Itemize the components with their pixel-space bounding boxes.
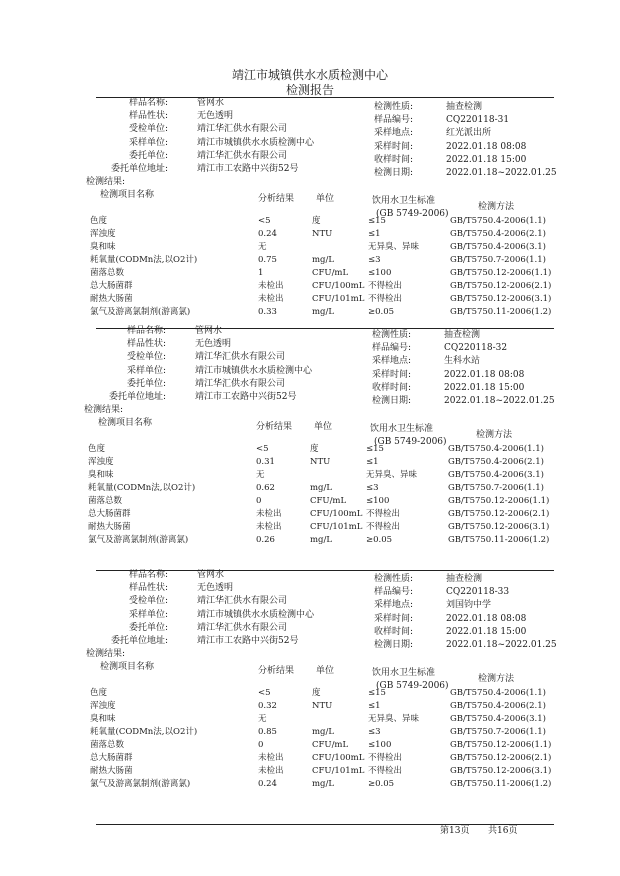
cell-item-name: 菌落总数 bbox=[88, 496, 123, 506]
cell-unit: 度 bbox=[312, 688, 321, 698]
table-row bbox=[0, 753, 620, 765]
col-header-unit: 单位 bbox=[316, 666, 335, 676]
cell-method: GB/T5750.4-2006(3.1) bbox=[450, 714, 546, 724]
cell-unit: CFU/mL bbox=[312, 740, 349, 750]
field-label-entrusted: 受检单位: bbox=[128, 596, 168, 607]
field-label-test-date: 检测日期: bbox=[374, 640, 414, 650]
col-header-standard: 饮用水卫生标准 bbox=[372, 196, 436, 206]
field-value-sampling-site: 红光派出所 bbox=[446, 128, 492, 139]
col-header-standard-code: (GB 5749-2006) bbox=[376, 681, 449, 691]
field-value-receive-time: 2022.01.18 15:00 bbox=[446, 154, 527, 165]
col-header-item: 检测项目名称 bbox=[100, 662, 155, 672]
table-row bbox=[0, 229, 620, 241]
cell-item-name: 浑浊度 bbox=[90, 701, 116, 711]
field-value-sampling-time: 2022.01.18 08:08 bbox=[446, 613, 527, 624]
col-header-standard-code: (GB 5749-2006) bbox=[374, 437, 447, 447]
field-label-client: 委托单位: bbox=[128, 622, 168, 633]
cell-method: GB/T5750.11-2006(1.2) bbox=[450, 307, 552, 317]
field-label-test-date: 检测日期: bbox=[374, 168, 414, 178]
cell-result: 0.31 bbox=[256, 457, 275, 467]
field-label-receive-time: 收样时间: bbox=[374, 626, 414, 637]
cell-method: GB/T5750.12-2006(3.1) bbox=[448, 522, 550, 532]
cell-unit: NTU bbox=[312, 701, 333, 711]
cell-item-name: 色度 bbox=[90, 688, 108, 698]
field-value-test-type: 抽查检测 bbox=[444, 330, 481, 340]
cell-result: 0.32 bbox=[258, 701, 277, 711]
cell-result: <5 bbox=[258, 216, 271, 226]
cell-result: 未检出 bbox=[258, 766, 284, 776]
cell-standard: ≤3 bbox=[368, 255, 381, 265]
cell-result: 1 bbox=[258, 268, 264, 278]
cell-method: GB/T5750.7-2006(1.1) bbox=[448, 483, 544, 493]
field-value-test-date: 2022.01.18~2022.01.25 bbox=[446, 640, 557, 650]
cell-standard: 不得检出 bbox=[366, 522, 401, 532]
table-row bbox=[0, 701, 620, 713]
cell-method: GB/T5750.12-2006(2.1) bbox=[448, 509, 550, 519]
field-label-result: 检测结果: bbox=[86, 649, 126, 660]
table-row bbox=[0, 281, 620, 293]
field-label-sample-no: 样品编号: bbox=[374, 115, 414, 126]
col-header-standard: 饮用水卫生标准 bbox=[370, 424, 434, 434]
field-value-sample-prop: 无色透明 bbox=[197, 583, 234, 594]
cell-method: GB/T5750.7-2006(1.1) bbox=[450, 255, 546, 265]
field-value-entrusted: 靖江华汇供水有限公司 bbox=[197, 596, 288, 607]
cell-standard: ≤100 bbox=[368, 268, 392, 278]
col-header-method: 检测方法 bbox=[476, 430, 513, 440]
cell-method: GB/T5750.4-2006(3.1) bbox=[450, 242, 546, 252]
col-header-method: 检测方法 bbox=[478, 202, 515, 212]
cell-standard: ≥0.05 bbox=[366, 535, 393, 545]
section-divider bbox=[96, 328, 554, 329]
cell-method: GB/T5750.4-2006(1.1) bbox=[448, 444, 544, 454]
cell-result: 无 bbox=[258, 714, 267, 724]
table-row bbox=[0, 294, 620, 306]
field-label-client-addr: 委托单位地址: bbox=[110, 164, 168, 174]
cell-item-name: 臭和味 bbox=[90, 714, 116, 724]
field-label-client-addr: 委托单位地址: bbox=[110, 636, 168, 646]
table-row bbox=[0, 444, 620, 456]
field-value-sampling-unit: 靖江市城镇供水水质检测中心 bbox=[197, 137, 315, 148]
table-row bbox=[0, 740, 620, 752]
col-header-result: 分析结果 bbox=[258, 194, 295, 204]
cell-unit: mg/L bbox=[312, 307, 335, 317]
cell-standard: ≤3 bbox=[368, 727, 381, 737]
field-label-sampling-site: 采样地点: bbox=[372, 356, 412, 367]
cell-item-name: 色度 bbox=[90, 216, 108, 226]
cell-item-name: 耐热大肠菌 bbox=[90, 294, 133, 304]
cell-item-name: 菌落总数 bbox=[90, 740, 125, 750]
cell-result: 未检出 bbox=[258, 294, 284, 304]
field-label-receive-time: 收样时间: bbox=[374, 154, 414, 165]
cell-unit: NTU bbox=[310, 457, 331, 467]
cell-standard: ≥0.05 bbox=[368, 779, 395, 789]
field-value-sample-no: CQ220118-33 bbox=[446, 587, 510, 598]
field-value-receive-time: 2022.01.18 15:00 bbox=[446, 626, 527, 637]
cell-unit: CFU/100mL bbox=[312, 281, 365, 291]
cell-result: 0.24 bbox=[258, 229, 277, 239]
report-title: 靖江市城镇供水水质检测中心 bbox=[231, 68, 388, 82]
cell-unit: CFU/100mL bbox=[312, 753, 365, 763]
table-row bbox=[0, 496, 620, 508]
table-row bbox=[0, 255, 620, 267]
field-value-sampling-time: 2022.01.18 08:08 bbox=[446, 141, 527, 152]
cell-unit: 度 bbox=[312, 216, 321, 226]
field-label-client-addr: 委托单位地址: bbox=[108, 392, 166, 402]
cell-item-name: 氯气及游离氯制剂(游离氯) bbox=[90, 307, 191, 317]
cell-method: GB/T5750.4-2006(2.1) bbox=[450, 229, 546, 239]
table-row bbox=[0, 268, 620, 280]
cell-item-name: 总大肠菌群 bbox=[90, 753, 133, 763]
field-label-sample-prop: 样品性状: bbox=[128, 583, 168, 594]
field-label-sample-name: 样品名称: bbox=[128, 570, 168, 580]
cell-unit: mg/L bbox=[312, 727, 335, 737]
field-label-sampling-unit: 采样单位: bbox=[128, 137, 168, 148]
cell-result: 0.24 bbox=[258, 779, 277, 789]
field-label-sample-no: 样品编号: bbox=[372, 343, 412, 354]
cell-result: 0 bbox=[258, 740, 264, 750]
footer-divider bbox=[96, 824, 554, 825]
cell-unit: mg/L bbox=[312, 255, 335, 265]
cell-item-name: 耐热大肠菌 bbox=[90, 766, 133, 776]
field-value-sample-name: 管网水 bbox=[197, 570, 225, 580]
table-row bbox=[0, 766, 620, 778]
cell-unit: CFU/101mL bbox=[312, 294, 365, 304]
cell-result: 未检出 bbox=[258, 281, 284, 291]
table-row bbox=[0, 483, 620, 495]
cell-unit: CFU/101mL bbox=[310, 522, 363, 532]
field-label-sample-name: 样品名称: bbox=[126, 326, 166, 336]
cell-unit: CFU/100mL bbox=[310, 509, 363, 519]
cell-item-name: 臭和味 bbox=[90, 242, 116, 252]
field-label-client: 委托单位: bbox=[128, 150, 168, 161]
field-label-sampling-time: 采样时间: bbox=[374, 141, 414, 152]
field-value-entrusted: 靖江华汇供水有限公司 bbox=[197, 124, 288, 135]
cell-method: GB/T5750.4-2006(1.1) bbox=[450, 216, 546, 226]
cell-standard: 无异臭、异味 bbox=[366, 470, 418, 480]
col-header-unit: 单位 bbox=[314, 422, 333, 432]
cell-result: 无 bbox=[256, 470, 265, 480]
cell-standard: ≥0.05 bbox=[368, 307, 395, 317]
cell-unit: CFU/mL bbox=[310, 496, 347, 506]
report-subtitle: 检测报告 bbox=[285, 83, 334, 97]
cell-result: 未检出 bbox=[256, 509, 282, 519]
table-row bbox=[0, 509, 620, 521]
cell-item-name: 耗氧量(CODMn法,以O2计) bbox=[90, 255, 198, 265]
col-header-item: 检测项目名称 bbox=[100, 190, 155, 200]
cell-method: GB/T5750.4-2006(2.1) bbox=[450, 701, 546, 711]
field-label-test-type: 检测性质: bbox=[374, 102, 414, 112]
field-label-sample-prop: 样品性状: bbox=[128, 111, 168, 122]
cell-result: 未检出 bbox=[256, 522, 282, 532]
cell-item-name: 菌落总数 bbox=[90, 268, 125, 278]
cell-item-name: 臭和味 bbox=[88, 470, 114, 480]
field-value-sampling-time: 2022.01.18 08:08 bbox=[444, 369, 525, 380]
col-header-standard: 饮用水卫生标准 bbox=[372, 668, 436, 678]
cell-item-name: 总大肠菌群 bbox=[90, 281, 133, 291]
cell-unit: CFU/101mL bbox=[312, 766, 365, 776]
field-value-sampling-site: 生科水站 bbox=[444, 356, 481, 367]
table-row bbox=[0, 727, 620, 739]
cell-method: GB/T5750.4-2006(3.1) bbox=[448, 470, 544, 480]
cell-standard: ≤1 bbox=[368, 701, 381, 711]
field-label-sampling-unit: 采样单位: bbox=[128, 609, 168, 620]
field-label-sampling-time: 采样时间: bbox=[374, 613, 414, 624]
cell-item-name: 耗氧量(CODMn法,以O2计) bbox=[90, 727, 198, 737]
table-row bbox=[0, 470, 620, 482]
field-value-test-type: 抽查检测 bbox=[446, 102, 483, 112]
cell-item-name: 氯气及游离氯制剂(游离氯) bbox=[88, 535, 189, 545]
table-row bbox=[0, 216, 620, 228]
field-label-sampling-site: 采样地点: bbox=[374, 600, 414, 611]
field-label-sampling-unit: 采样单位: bbox=[126, 365, 166, 376]
table-row bbox=[0, 242, 620, 254]
field-label-test-date: 检测日期: bbox=[372, 396, 412, 406]
field-value-sampling-site: 刘国钧中学 bbox=[446, 600, 492, 611]
table-row bbox=[0, 535, 620, 547]
field-value-client-addr: 靖江市工农路中兴街52号 bbox=[195, 392, 297, 402]
field-value-sampling-unit: 靖江市城镇供水水质检测中心 bbox=[197, 609, 315, 620]
cell-result: 0.33 bbox=[258, 307, 277, 317]
field-label-sample-prop: 样品性状: bbox=[126, 339, 166, 350]
cell-standard: ≤100 bbox=[366, 496, 390, 506]
table-row bbox=[0, 688, 620, 700]
cell-standard: ≤15 bbox=[366, 444, 384, 454]
section-divider bbox=[96, 570, 554, 571]
table-row bbox=[0, 457, 620, 469]
cell-method: GB/T5750.7-2006(1.1) bbox=[450, 727, 546, 737]
cell-result: 0.62 bbox=[256, 483, 275, 493]
cell-unit: mg/L bbox=[310, 483, 333, 493]
field-label-sample-name: 样品名称: bbox=[128, 98, 168, 108]
field-value-sample-prop: 无色透明 bbox=[197, 111, 234, 122]
field-value-client: 靖江华汇供水有限公司 bbox=[197, 150, 288, 161]
cell-unit: mg/L bbox=[310, 535, 333, 545]
cell-unit: CFU/mL bbox=[312, 268, 349, 278]
cell-standard: ≤1 bbox=[368, 229, 381, 239]
cell-method: GB/T5750.12-2006(2.1) bbox=[450, 753, 552, 763]
col-header-method: 检测方法 bbox=[478, 674, 515, 684]
cell-result: 0.26 bbox=[256, 535, 275, 545]
col-header-unit: 单位 bbox=[316, 194, 335, 204]
cell-standard: 无异臭、异味 bbox=[368, 242, 420, 252]
field-value-sample-prop: 无色透明 bbox=[195, 339, 232, 350]
field-value-client-addr: 靖江市工农路中兴街52号 bbox=[197, 164, 299, 174]
field-label-result: 检测结果: bbox=[86, 177, 126, 188]
cell-result: <5 bbox=[256, 444, 269, 454]
field-label-sample-no: 样品编号: bbox=[374, 587, 414, 598]
cell-item-name: 色度 bbox=[88, 444, 106, 454]
cell-item-name: 氯气及游离氯制剂(游离氯) bbox=[90, 779, 191, 789]
cell-method: GB/T5750.12-2006(2.1) bbox=[450, 281, 552, 291]
field-value-sample-no: CQ220118-31 bbox=[446, 115, 510, 126]
cell-standard: ≤15 bbox=[368, 216, 386, 226]
cell-standard: ≤15 bbox=[368, 688, 386, 698]
cell-unit: NTU bbox=[312, 229, 333, 239]
table-row bbox=[0, 779, 620, 791]
field-value-sample-name: 管网水 bbox=[195, 326, 223, 336]
cell-method: GB/T5750.12-2006(1.1) bbox=[450, 740, 552, 750]
field-label-test-type: 检测性质: bbox=[374, 574, 414, 584]
col-header-result: 分析结果 bbox=[258, 666, 295, 676]
cell-item-name: 浑浊度 bbox=[88, 457, 114, 467]
cell-result: 0.75 bbox=[258, 255, 277, 265]
cell-method: GB/T5750.4-2006(2.1) bbox=[448, 457, 544, 467]
table-row bbox=[0, 714, 620, 726]
cell-standard: ≤100 bbox=[368, 740, 392, 750]
cell-standard: 不得检出 bbox=[368, 766, 403, 776]
field-label-receive-time: 收样时间: bbox=[372, 382, 412, 393]
field-value-receive-time: 2022.01.18 15:00 bbox=[444, 382, 525, 393]
cell-method: GB/T5750.11-2006(1.2) bbox=[448, 535, 550, 545]
cell-item-name: 浑浊度 bbox=[90, 229, 116, 239]
col-header-standard-code: (GB 5749-2006) bbox=[376, 209, 449, 219]
field-value-test-type: 抽查检测 bbox=[446, 574, 483, 584]
field-label-entrusted: 受检单位: bbox=[128, 124, 168, 135]
page-total: 共16页 bbox=[488, 826, 518, 836]
cell-item-name: 耐热大肠菌 bbox=[88, 522, 131, 532]
field-value-test-date: 2022.01.18~2022.01.25 bbox=[444, 396, 555, 406]
cell-result: 0.85 bbox=[258, 727, 277, 737]
cell-method: GB/T5750.12-2006(1.1) bbox=[448, 496, 550, 506]
cell-item-name: 耗氧量(CODMn法,以O2计) bbox=[88, 483, 196, 493]
table-row bbox=[0, 307, 620, 319]
col-header-item: 检测项目名称 bbox=[98, 418, 153, 428]
cell-standard: 不得检出 bbox=[368, 753, 403, 763]
field-value-client: 靖江华汇供水有限公司 bbox=[197, 622, 288, 633]
cell-unit: 度 bbox=[310, 444, 319, 454]
field-value-client-addr: 靖江市工农路中兴街52号 bbox=[197, 636, 299, 646]
field-label-client: 委托单位: bbox=[126, 378, 166, 389]
cell-result: 0 bbox=[256, 496, 262, 506]
table-row bbox=[0, 522, 620, 534]
cell-standard: ≤3 bbox=[366, 483, 379, 493]
page-number: 第13页 bbox=[440, 826, 470, 836]
field-value-sample-name: 管网水 bbox=[197, 98, 225, 108]
cell-result: <5 bbox=[258, 688, 271, 698]
cell-method: GB/T5750.12-2006(3.1) bbox=[450, 766, 552, 776]
cell-result: 未检出 bbox=[258, 753, 284, 763]
cell-standard: 无异臭、异味 bbox=[368, 714, 420, 724]
cell-method: GB/T5750.11-2006(1.2) bbox=[450, 779, 552, 789]
cell-standard: ≤1 bbox=[366, 457, 379, 467]
field-label-entrusted: 受检单位: bbox=[126, 352, 166, 363]
field-value-client: 靖江华汇供水有限公司 bbox=[195, 378, 286, 389]
cell-method: GB/T5750.12-2006(3.1) bbox=[450, 294, 552, 304]
field-label-sampling-time: 采样时间: bbox=[372, 369, 412, 380]
cell-method: GB/T5750.4-2006(1.1) bbox=[450, 688, 546, 698]
cell-standard: 不得检出 bbox=[368, 281, 403, 291]
cell-method: GB/T5750.12-2006(1.1) bbox=[450, 268, 552, 278]
field-label-sampling-site: 采样地点: bbox=[374, 128, 414, 139]
field-value-sample-no: CQ220118-32 bbox=[444, 343, 508, 354]
cell-item-name: 总大肠菌群 bbox=[88, 509, 131, 519]
cell-unit: mg/L bbox=[312, 779, 335, 789]
field-value-entrusted: 靖江华汇供水有限公司 bbox=[195, 352, 286, 363]
field-value-sampling-unit: 靖江市城镇供水水质检测中心 bbox=[195, 365, 313, 376]
cell-result: 无 bbox=[258, 242, 267, 252]
cell-standard: 不得检出 bbox=[368, 294, 403, 304]
field-value-test-date: 2022.01.18~2022.01.25 bbox=[446, 168, 557, 178]
field-label-test-type: 检测性质: bbox=[372, 330, 412, 340]
field-label-result: 检测结果: bbox=[84, 405, 124, 416]
cell-standard: 不得检出 bbox=[366, 509, 401, 519]
col-header-result: 分析结果 bbox=[256, 422, 293, 432]
